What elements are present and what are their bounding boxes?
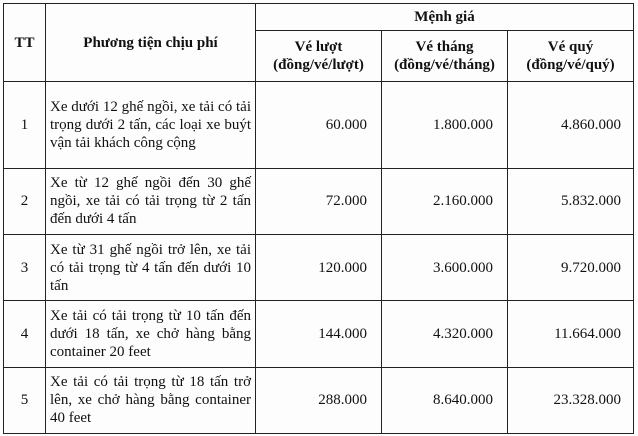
table-row — [4, 235, 634, 301]
header-per-trip — [256, 31, 382, 82]
quarterly-price: 23.328.000 — [508, 367, 634, 433]
table-row — [4, 301, 634, 367]
monthly-price: 3.600.000 — [382, 235, 508, 301]
header-denomination: Mệnh giá — [256, 4, 634, 31]
monthly-price: 1.800.000 — [382, 82, 508, 169]
monthly-price: 4.320.000 — [382, 301, 508, 367]
vehicle-description: Xe từ 31 ghế ngồi trở lên, xe tải có tải trọng từ 4 tấn đến dưới 10 tấn — [46, 235, 256, 301]
row-number: 3 — [4, 235, 46, 301]
per-trip-price: 60.000 — [256, 82, 382, 169]
row-number: 4 — [4, 301, 46, 367]
vehicle-description: Xe từ 12 ghế ngồi đến 30 ghế ngồi, xe tải có tải trọng từ 2 tấn đến dưới 4 tấn — [46, 168, 256, 234]
monthly-price: 2.160.000 — [382, 168, 508, 234]
header-quarterly-label: Vé quý — [547, 39, 594, 55]
header-vehicle: Phương tiện chịu phí — [46, 4, 256, 82]
header-monthly — [382, 31, 508, 82]
header-row-top — [4, 4, 634, 31]
per-trip-price: 144.000 — [256, 301, 382, 367]
row-number: 2 — [4, 168, 46, 234]
per-trip-price: 120.000 — [256, 235, 382, 301]
table-row — [4, 82, 634, 169]
toll-fee-table — [3, 3, 634, 434]
per-trip-price: 288.000 — [256, 367, 382, 433]
table-row — [4, 367, 634, 433]
table-row — [4, 168, 634, 234]
vehicle-description: Xe dưới 12 ghế ngồi, xe tải có tải trọng dưới 2 tấn, các loại xe buýt vận tải khách công cộng — [46, 82, 256, 169]
header-monthly-unit: (đồng/vé/tháng) — [394, 57, 495, 73]
vehicle-description: Xe tải có tải trọng từ 10 tấn đến dưới 18 tấn, xe chở hàng bằng container 20 feet — [46, 301, 256, 367]
header-per-trip-unit: (đồng/vé/lượt) — [273, 57, 364, 73]
per-trip-price: 72.000 — [256, 168, 382, 234]
quarterly-price: 4.860.000 — [508, 82, 634, 169]
header-quarterly — [508, 31, 634, 82]
header-per-trip-label: Vé lượt — [294, 39, 343, 55]
header-tt: TT — [4, 4, 46, 82]
quarterly-price: 9.720.000 — [508, 235, 634, 301]
monthly-price: 8.640.000 — [382, 367, 508, 433]
quarterly-price: 11.664.000 — [508, 301, 634, 367]
quarterly-price: 5.832.000 — [508, 168, 634, 234]
header-quarterly-unit: (đồng/vé/quý) — [526, 57, 615, 73]
row-number: 1 — [4, 82, 46, 169]
header-monthly-label: Vé tháng — [415, 39, 474, 55]
vehicle-description: Xe tải có tải trọng từ 18 tấn trở lên, xe chở hàng bằng container 40 feet — [46, 367, 256, 433]
row-number: 5 — [4, 367, 46, 433]
